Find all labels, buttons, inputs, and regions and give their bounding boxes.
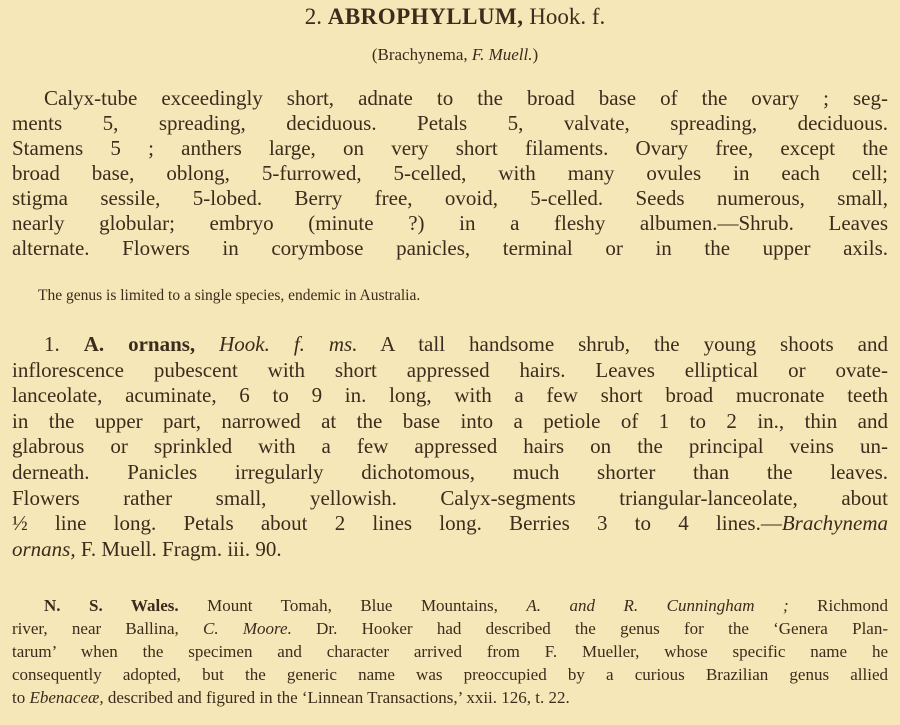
synonym-close: ) xyxy=(532,45,539,64)
synonym-name: (Brachynema, xyxy=(371,45,472,64)
text-line xyxy=(12,460,888,486)
text-line xyxy=(12,383,888,409)
italic-text: Brachynema xyxy=(781,511,888,536)
text-segment: Mount Tomah, Blue Mountains, xyxy=(178,596,527,615)
text-line xyxy=(12,537,888,563)
text-line xyxy=(12,358,888,384)
synonym-author: F. Muell. xyxy=(471,45,533,64)
text-line xyxy=(12,434,888,460)
text-segment: tarum’ when the specimen and character arrived from F. Mueller, whose specific name he xyxy=(12,642,888,661)
genus-note: The genus is limited to a single species, endemic in Australia. xyxy=(38,287,421,304)
text-segment: alternate. Flowers in corymbose panicles, terminal or in the upper axils. xyxy=(12,236,888,260)
text-segment: consequently adopted, but the generic name was preoccupied by a curious Brazilian genus allied xyxy=(12,665,888,684)
text-segment: Stamens 5 ; anthers large, on very short filaments. Ovary free, except the xyxy=(12,136,888,160)
text-segment: broad base, oblong, 5-furrowed, 5-celled, with many ovules in each cell; xyxy=(12,161,888,185)
italic-text: A. and R. Cunningham ; xyxy=(526,596,789,615)
text-line xyxy=(12,688,888,714)
bold-text: N. S. Wales. xyxy=(44,596,179,615)
text-line xyxy=(12,211,888,237)
genus-number: 2. xyxy=(304,4,322,29)
text-line xyxy=(12,186,888,212)
text-segment: A tall handsome shrub, the young shoots and xyxy=(357,332,888,356)
text-segment xyxy=(195,332,219,356)
italic-text: C. Moore. xyxy=(203,619,292,638)
text-segment: described and figured in the ‘Linnean Transactions,’ xxii. 126, t. 22. xyxy=(103,688,570,707)
text-segment: river, near Ballina, xyxy=(12,619,204,638)
text-segment: ½ line long. Petals about 2 lines long. Berries 3 to 4 lines.— xyxy=(12,511,782,536)
italic-text: ornans, xyxy=(12,536,76,561)
text-line xyxy=(12,136,888,162)
text-line xyxy=(12,486,888,512)
text-segment: Calyx-tube exceedingly short, adnate to the broad base of the ovary ; seg- xyxy=(44,86,888,110)
text-line xyxy=(12,161,888,187)
text-segment: inflorescence pubescent with short appressed hairs. Leaves elliptical or ovate- xyxy=(12,357,888,382)
genus-name: ABROPHYLLUM, xyxy=(327,4,524,29)
text-segment: to xyxy=(12,688,30,707)
text-segment: derneath. Panicles irregularly dichotomous, much shorter than the leaves. xyxy=(12,460,888,484)
text-segment: Richmond xyxy=(788,596,888,615)
genus-author: Hook. f. xyxy=(529,4,606,29)
italic-text: Ebenaceæ, xyxy=(29,688,104,707)
text-segment: lanceolate, acuminate, 6 to 9 in. long, with a few short broad mucronate teeth xyxy=(12,383,888,408)
text-segment: stigma sessile, 5-lobed. Berry free, ovoid, 5-celled. Seeds numerous, small, xyxy=(12,186,888,210)
text-segment: nearly globular; embryo (minute ?) in a fleshy albumen.—Shrub. Leaves xyxy=(12,211,888,235)
text-line xyxy=(44,86,888,112)
text-line xyxy=(44,332,888,358)
text-segment: in the upper part, narrowed at the base into a petiole of 1 to 2 in., thin and xyxy=(12,408,888,433)
text-segment: 1. xyxy=(44,332,84,356)
text-segment: ments 5, spreading, deciduous. Petals 5, valvate, spreading, deciduous. xyxy=(12,111,888,135)
italic-text: Hook. f. ms. xyxy=(219,332,358,356)
text-line xyxy=(12,236,888,262)
genus-heading xyxy=(0,4,900,30)
text-segment: Flowers rather small, yellowish. Calyx-segments triangular-lanceolate, about xyxy=(12,485,888,510)
text-segment: F. Muell. Fragm. iii. 90. xyxy=(75,536,282,561)
bold-text: A. ornans, xyxy=(83,332,196,356)
text-segment: glabrous or sprinkled with a few appressed hairs on the principal veins un- xyxy=(12,434,888,459)
text-line xyxy=(12,111,888,137)
text-line xyxy=(12,409,888,435)
genus-synonym xyxy=(0,45,900,65)
text-segment: Dr. Hooker had described the genus for the ‘Genera Plan- xyxy=(291,619,888,638)
text-line xyxy=(12,511,888,537)
